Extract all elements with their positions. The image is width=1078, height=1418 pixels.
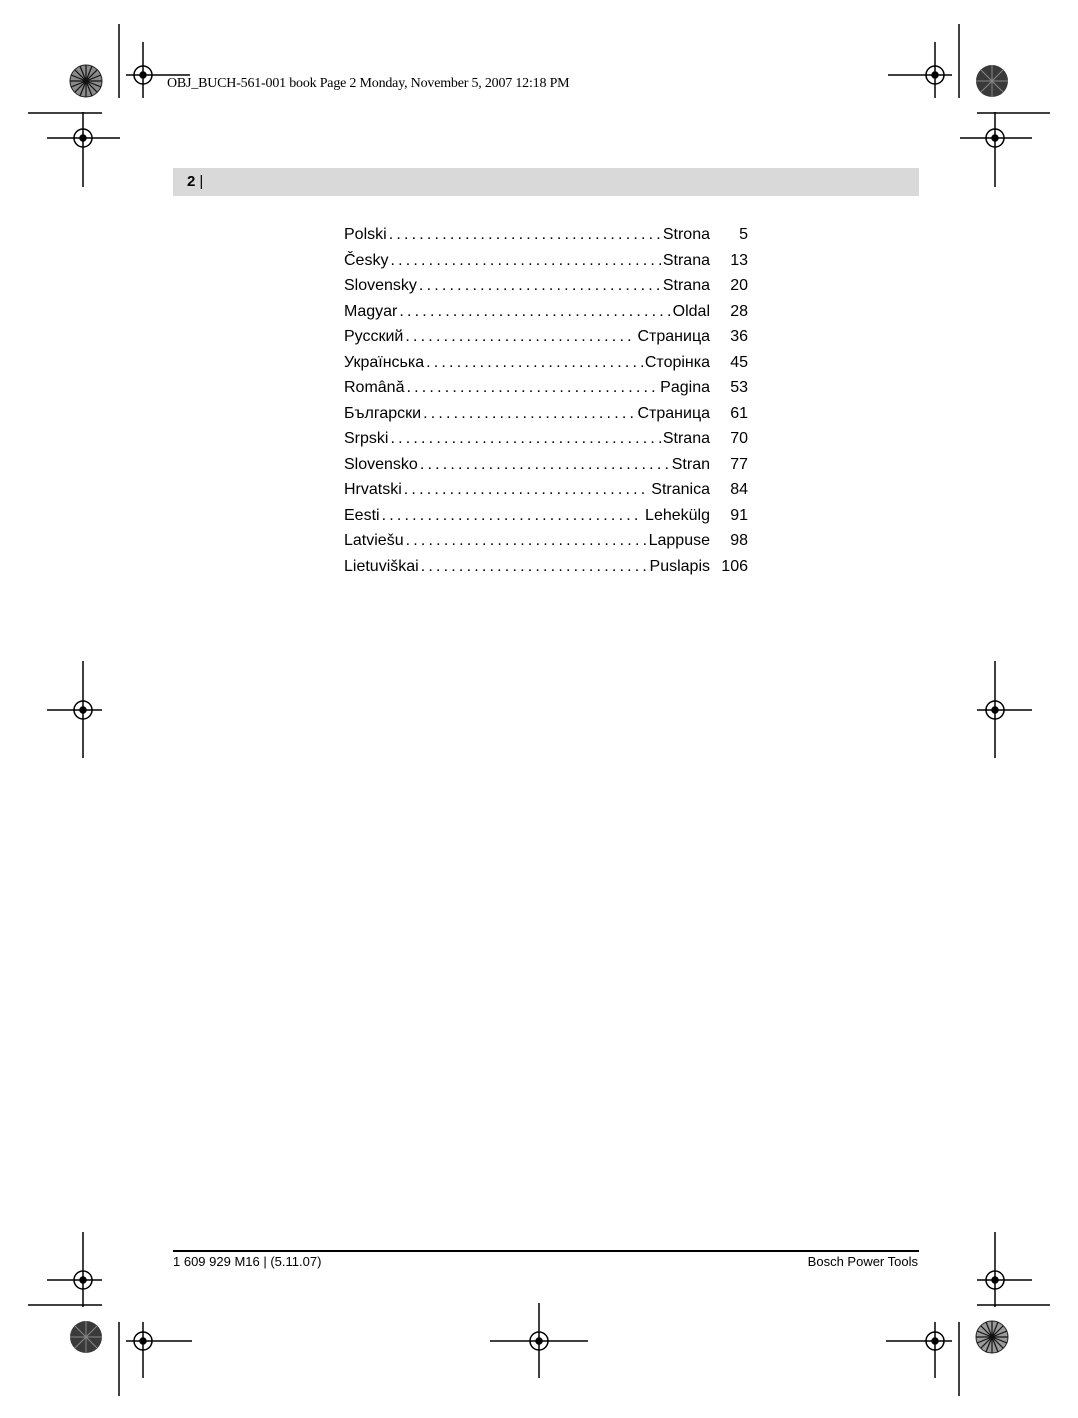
toc-page-number: 91 bbox=[730, 506, 748, 524]
toc-language: Български bbox=[344, 404, 422, 422]
toc-page-number: 13 bbox=[730, 251, 748, 269]
toc-dot-leader bbox=[419, 273, 661, 299]
toc-page-word: Oldal bbox=[672, 302, 710, 320]
toc-page-number: 53 bbox=[730, 379, 748, 396]
toc-language: Latviešu bbox=[344, 532, 404, 549]
toc-dot-leader bbox=[426, 350, 643, 376]
toc-page-number: 28 bbox=[730, 302, 748, 320]
toc-page-word: Stranica bbox=[651, 481, 710, 498]
page-header-bar bbox=[173, 168, 919, 196]
toc-page-number: 61 bbox=[730, 404, 748, 422]
toc-row bbox=[344, 452, 748, 478]
toc-language: Lietuviškai bbox=[344, 557, 419, 575]
footer-document-number: 1 609 929 M16 | (5.11.07) bbox=[173, 1254, 322, 1269]
toc-language: Hrvatski bbox=[344, 481, 402, 498]
toc-page-word: Сторінка bbox=[644, 353, 710, 371]
toc-page-word: Strana bbox=[662, 251, 710, 269]
page-number-value: 2 bbox=[187, 173, 196, 190]
slug-line: OBJ_BUCH-561-001 book Page 2 Monday, November 5, 2007 12:18 PM bbox=[167, 76, 570, 91]
toc-dot-leader bbox=[382, 503, 643, 529]
toc-page-word: Strana bbox=[662, 277, 710, 294]
toc-row bbox=[344, 299, 748, 325]
toc-row bbox=[344, 375, 748, 401]
toc-page-word: Страница bbox=[637, 328, 710, 345]
toc-dot-leader bbox=[404, 477, 650, 503]
toc-row bbox=[344, 350, 748, 376]
toc-page-number: 20 bbox=[730, 277, 748, 294]
table-of-contents bbox=[344, 222, 748, 579]
toc-row bbox=[344, 222, 748, 248]
toc-page-word: Strona bbox=[662, 226, 710, 243]
toc-dot-leader bbox=[405, 324, 635, 350]
toc-row bbox=[344, 426, 748, 452]
toc-row bbox=[344, 554, 748, 580]
toc-dot-leader bbox=[421, 554, 648, 580]
toc-page-number: 98 bbox=[730, 532, 748, 549]
toc-row bbox=[344, 528, 748, 554]
toc-row bbox=[344, 503, 748, 529]
toc-page-number: 106 bbox=[721, 557, 748, 575]
toc-row bbox=[344, 324, 748, 350]
toc-page-word: Pagina bbox=[660, 379, 710, 396]
toc-language: Česky bbox=[344, 251, 389, 269]
toc-page-number: 36 bbox=[730, 328, 748, 345]
toc-page-word: Strana bbox=[662, 430, 710, 447]
footer-brand: Bosch Power Tools bbox=[807, 1254, 918, 1269]
page-number bbox=[187, 173, 203, 190]
toc-dot-leader bbox=[406, 528, 647, 554]
toc-dot-leader bbox=[390, 426, 660, 452]
toc-page-word: Lappuse bbox=[648, 532, 710, 549]
footer-rule bbox=[173, 1250, 919, 1252]
toc-row bbox=[344, 273, 748, 299]
toc-dot-leader bbox=[390, 248, 660, 274]
toc-language: Polski bbox=[344, 226, 387, 243]
toc-language: Magyar bbox=[344, 302, 398, 320]
toc-language: Eesti bbox=[344, 506, 380, 524]
toc-dot-leader bbox=[406, 375, 658, 401]
toc-row bbox=[344, 248, 748, 274]
toc-row bbox=[344, 477, 748, 503]
toc-language: Slovensko bbox=[344, 455, 418, 473]
toc-page-number: 84 bbox=[730, 481, 748, 498]
page-number-separator: | bbox=[199, 173, 204, 190]
toc-language: Română bbox=[344, 379, 405, 396]
toc-dot-leader bbox=[389, 222, 661, 248]
toc-page-number: 77 bbox=[730, 455, 748, 473]
toc-language: Srpski bbox=[344, 430, 389, 447]
toc-language: Українська bbox=[344, 353, 425, 371]
toc-page-word: Страница bbox=[637, 404, 710, 422]
toc-page-number: 70 bbox=[730, 430, 748, 447]
toc-page-word: Lehekülg bbox=[645, 506, 710, 524]
toc-page-word: Stran bbox=[671, 455, 710, 473]
toc-page-number: 45 bbox=[730, 353, 748, 371]
toc-dot-leader bbox=[420, 452, 670, 478]
toc-page-word: Puslapis bbox=[649, 557, 710, 575]
toc-language: Slovensky bbox=[344, 277, 417, 294]
toc-page-number: 5 bbox=[739, 226, 748, 243]
toc-dot-leader bbox=[399, 299, 670, 325]
toc-row bbox=[344, 401, 748, 427]
toc-language: Русский bbox=[344, 328, 404, 345]
toc-dot-leader bbox=[423, 401, 635, 427]
